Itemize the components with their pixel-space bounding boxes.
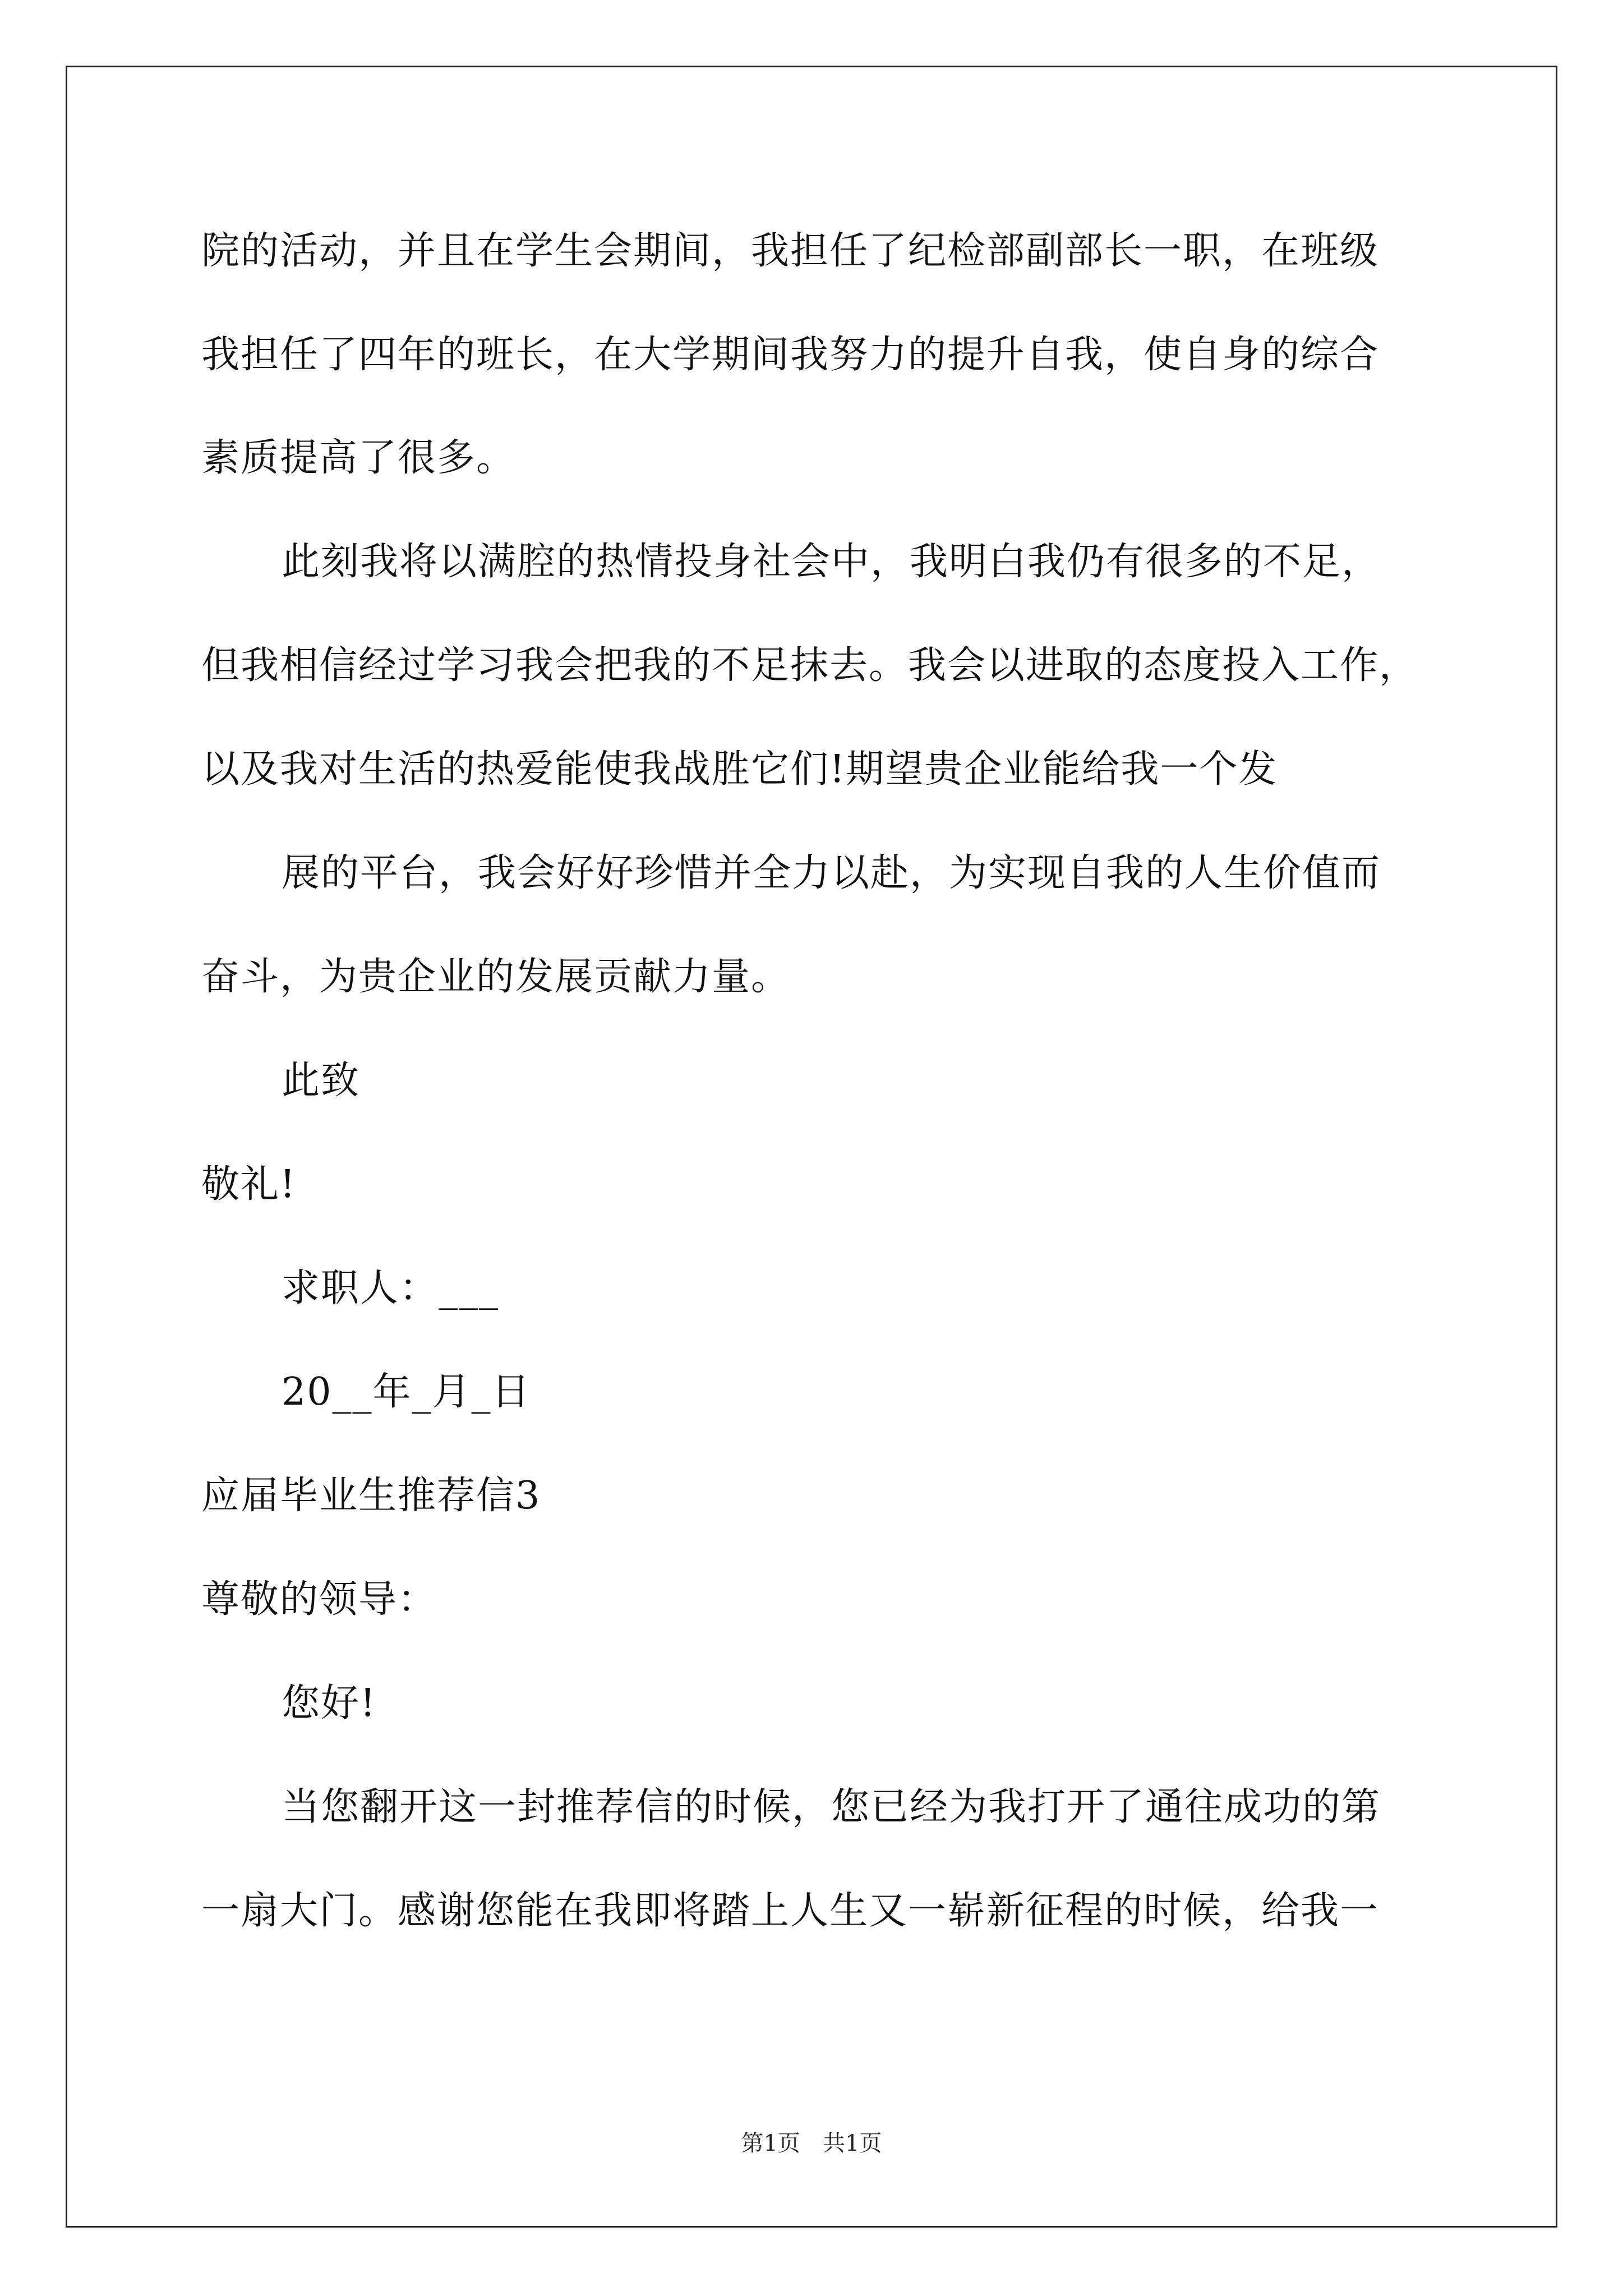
text-line: 素质提高了很多。 xyxy=(201,436,516,480)
text-line: 一扇大门。感谢您能在我即将踏上人生又一崭新征程的时候，给我一 xyxy=(201,1889,1380,1933)
text-line: 我担任了四年的班长，在大学期间我努力的提升自我，使自身的综合 xyxy=(201,333,1380,377)
closing-salutation: 此致 xyxy=(282,1059,361,1103)
page-footer xyxy=(0,2130,1623,2157)
page-total: 共1页 xyxy=(823,2131,882,2156)
greeting: 尊敬的领导： xyxy=(201,1577,437,1622)
text-line: 但我相信经过学习我会把我的不足抹去。我会以进取的态度投入工作， xyxy=(201,643,1419,688)
greeting-hello: 您好! xyxy=(282,1681,377,1726)
closing-regards: 敬礼! xyxy=(201,1162,297,1207)
text-line: 奋斗，为贵企业的发展贡献力量。 xyxy=(201,955,791,999)
text-line: 院的活动，并且在学生会期间，我担任了纪检部副部长一职，在班级 xyxy=(201,229,1380,273)
section-title: 应届毕业生推荐信3 xyxy=(201,1474,541,1518)
text-line: 当您翻开这一封推荐信的时候，您已经为我打开了通往成功的第 xyxy=(282,1785,1381,1829)
text-line: 此刻我将以满腔的热情投身社会中，我明白我仍有很多的不足， xyxy=(282,540,1381,584)
applicant-signature: 求职人：___ xyxy=(282,1266,500,1310)
text-line: 展的平台，我会好好珍惜并全力以赴，为实现自我的人生价值而 xyxy=(282,851,1381,895)
text-line: 以及我对生活的热爱能使我战胜它们!期望贵企业能给我一个发 xyxy=(201,747,1278,792)
date-line: 20__年_月_日 xyxy=(282,1370,531,1414)
page-number: 第1页 xyxy=(741,2131,800,2156)
